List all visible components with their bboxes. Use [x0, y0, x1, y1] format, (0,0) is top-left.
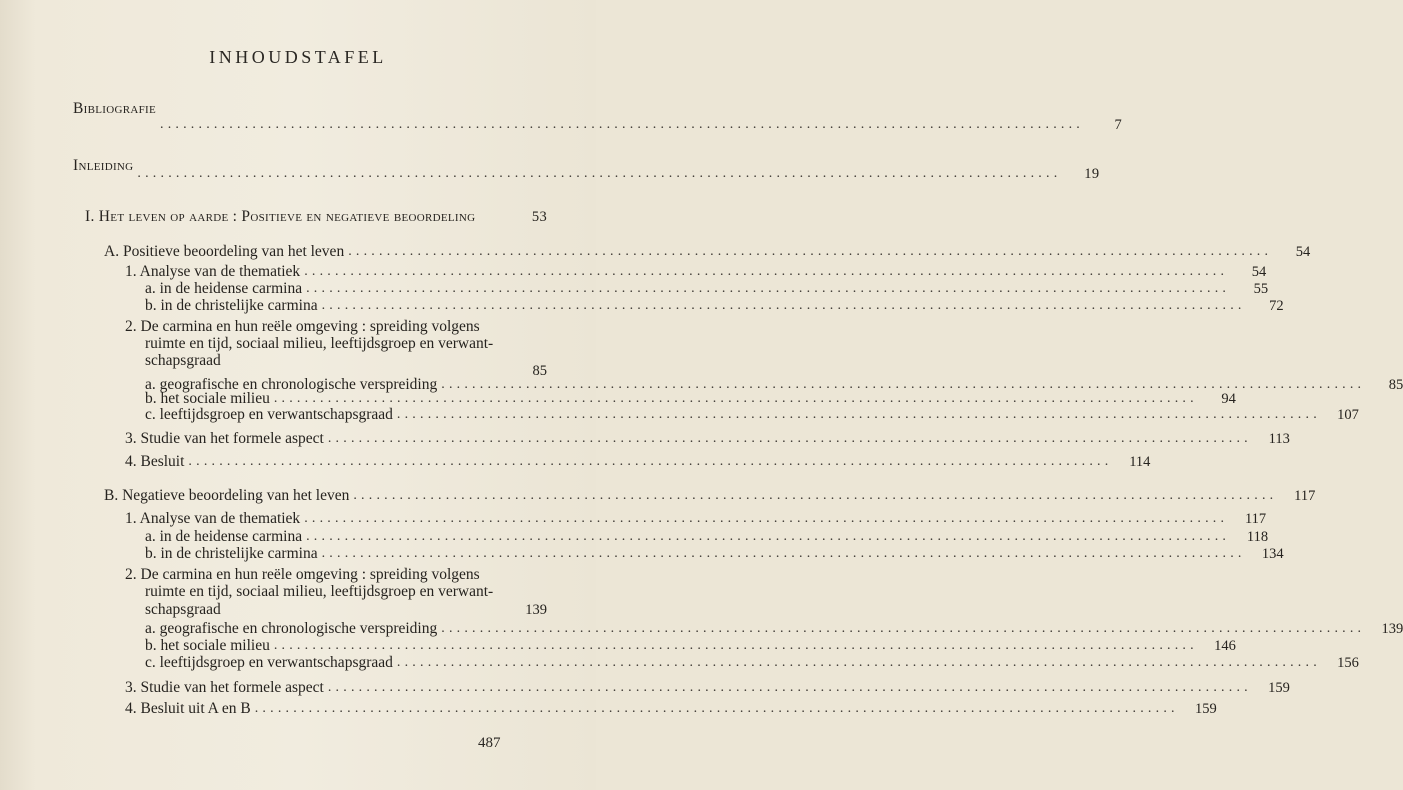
- toc-label: c. leeftijdsgroep en verwantschapsgraad: [145, 654, 393, 671]
- toc-page-number: 156: [1337, 655, 1359, 671]
- toc-entry-b-1-a: [145, 528, 1269, 546]
- dot-leader: ........................................................................................................................: [327, 431, 1252, 446]
- dot-leader: ........................................................................................................................: [254, 701, 1179, 716]
- page-title: INHOUDSTAFEL: [209, 47, 387, 67]
- toc-label: schapsgraad: [145, 601, 221, 618]
- dot-leader: ........................................................................................................................: [306, 529, 1231, 544]
- toc-entry-b-2-line-1: 2. De carmina en hun reële omgeving : spreiding volgens: [125, 566, 480, 583]
- dot-leader: ........................................................................................................................: [160, 117, 1084, 132]
- dot-leader: ........................................................................................................................: [348, 244, 1273, 259]
- toc-page-number: 85: [1388, 377, 1403, 393]
- toc-label: b. het sociale milieu: [145, 390, 270, 407]
- toc-label: 3. Studie van het formele aspect: [125, 430, 324, 447]
- toc-label: Inleiding: [73, 157, 134, 174]
- toc-page-number: 139: [525, 602, 547, 618]
- toc-entry-b-3: [125, 679, 1290, 697]
- toc-entry-a-2: [145, 352, 547, 379]
- toc-entry-inleiding: [73, 157, 1100, 182]
- toc-label: 4. Besluit: [125, 453, 185, 470]
- dot-leader: ........................................................................................................................: [188, 454, 1113, 469]
- toc-label: b. het sociale milieu: [145, 637, 270, 654]
- toc-label: a. geografische en chronologische verspreiding: [145, 376, 438, 393]
- toc-page-number: 113: [1268, 431, 1290, 447]
- toc-entry-b-2-line-2: ruimte en tijd, sociaal milieu, leeftijdsgroep en verwant-: [145, 583, 494, 600]
- toc-label: 1. Analyse van de thematiek: [125, 263, 301, 280]
- toc-entry-a-2-line-2: ruimte en tijd, sociaal milieu, leeftijdsgroep en verwant-: [145, 335, 494, 352]
- toc-page-number: 107: [1337, 407, 1359, 423]
- dot-leader: ........................................................................................................................: [273, 638, 1198, 653]
- dot-leader: ........................................................................................................................: [304, 264, 1229, 279]
- toc-entry-chapter-1: [85, 208, 547, 226]
- toc-entry-bibliografie: [73, 100, 1122, 133]
- toc-page-number: 19: [1084, 166, 1100, 182]
- toc-page-number: 139: [1381, 621, 1403, 637]
- toc-entry-a-4: [125, 453, 1151, 471]
- dot-leader: ........................................................................................................................: [321, 298, 1246, 313]
- dot-leader: ........................................................................................................................: [273, 391, 1198, 406]
- toc-page-number: 114: [1129, 454, 1151, 470]
- toc-page-number: 159: [1268, 680, 1290, 696]
- dot-leader: ........................................................................................................................: [396, 407, 1321, 422]
- toc-label: a. in de heidense carmina: [145, 528, 303, 545]
- toc-label: 1. Analyse van de thematiek: [125, 510, 301, 527]
- toc-page-number: 94: [1221, 391, 1236, 407]
- toc-label: a. geografische en chronologische verspreiding: [145, 620, 438, 637]
- toc-entry-a-2-line-1: 2. De carmina en hun reële omgeving : spreiding volgens: [125, 318, 480, 335]
- toc-page-number: 54: [1251, 264, 1267, 280]
- toc-entry-b-1: [125, 510, 1267, 528]
- toc-page-number: 117: [1294, 488, 1316, 504]
- dot-leader: ........................................................................................................................: [441, 377, 1366, 392]
- toc-entry-b-4: [125, 700, 1217, 718]
- dot-leader: ........................................................................................................................: [396, 655, 1321, 670]
- toc-page-number: 54: [1295, 244, 1311, 260]
- toc-page-number: 7: [1114, 117, 1122, 133]
- toc-entry-a-1-b: [145, 297, 1284, 315]
- toc-label: A. Positieve beoordeling van het leven: [104, 243, 345, 260]
- toc-entry-a-3: [125, 430, 1290, 448]
- toc-label: b. in de christelijke carmina: [145, 297, 318, 314]
- toc-entry-b-2-c: [145, 654, 1359, 672]
- dot-leader: ........................................................................................................................: [441, 621, 1366, 636]
- toc-label: a. in de heidense carmina: [145, 280, 303, 297]
- toc-entry-a-1: [125, 263, 1267, 281]
- toc-entry-b-1-b: [145, 545, 1284, 563]
- toc-page-number: 159: [1194, 701, 1217, 717]
- toc-page-number: 72: [1269, 298, 1284, 314]
- dot-leader: ........................................................................................................................: [304, 511, 1229, 526]
- toc-page-number: 118: [1246, 529, 1269, 545]
- toc-page-number: 134: [1261, 546, 1284, 562]
- toc-label: 4. Besluit uit A en B: [125, 700, 251, 717]
- toc-page-number: 55: [1253, 281, 1269, 297]
- toc-label: B. Negatieve beoordeling van het leven: [104, 487, 350, 504]
- toc-entry-section-b: [104, 487, 1316, 505]
- dot-leader: ........................................................................................................................: [306, 281, 1231, 296]
- toc-entry-section-a: [104, 243, 1311, 261]
- toc-page-number: 146: [1214, 638, 1236, 654]
- toc-page-number: 85: [532, 363, 547, 379]
- toc-label: Bibliografie: [73, 100, 156, 117]
- page-number: 487: [478, 735, 501, 751]
- dot-leader: ........................................................................................................................: [327, 680, 1252, 695]
- toc-label: schapsgraad: [145, 352, 221, 369]
- dot-leader: ........................................................................................................................: [353, 488, 1278, 503]
- toc-entry-b-2: [145, 601, 547, 619]
- toc-page-number: 53: [531, 209, 547, 225]
- toc-entry-b-2-a: [145, 620, 1403, 638]
- toc-entry-a-1-a: [145, 280, 1269, 298]
- toc-page-number: 117: [1244, 511, 1267, 527]
- toc-entry-a-2-c: [145, 406, 1359, 424]
- dot-leader: ........................................................................................................................: [137, 166, 1062, 181]
- toc-label: b. in de christelijke carmina: [145, 545, 318, 562]
- toc-label: I. Het leven op aarde : Positieve en negatieve beoordeling: [85, 208, 476, 225]
- toc-entry-b-2-b: [145, 637, 1236, 655]
- toc-label: c. leeftijdsgroep en verwantschapsgraad: [145, 406, 393, 423]
- dot-leader: ........................................................................................................................: [321, 546, 1246, 561]
- toc-label: 3. Studie van het formele aspect: [125, 679, 324, 696]
